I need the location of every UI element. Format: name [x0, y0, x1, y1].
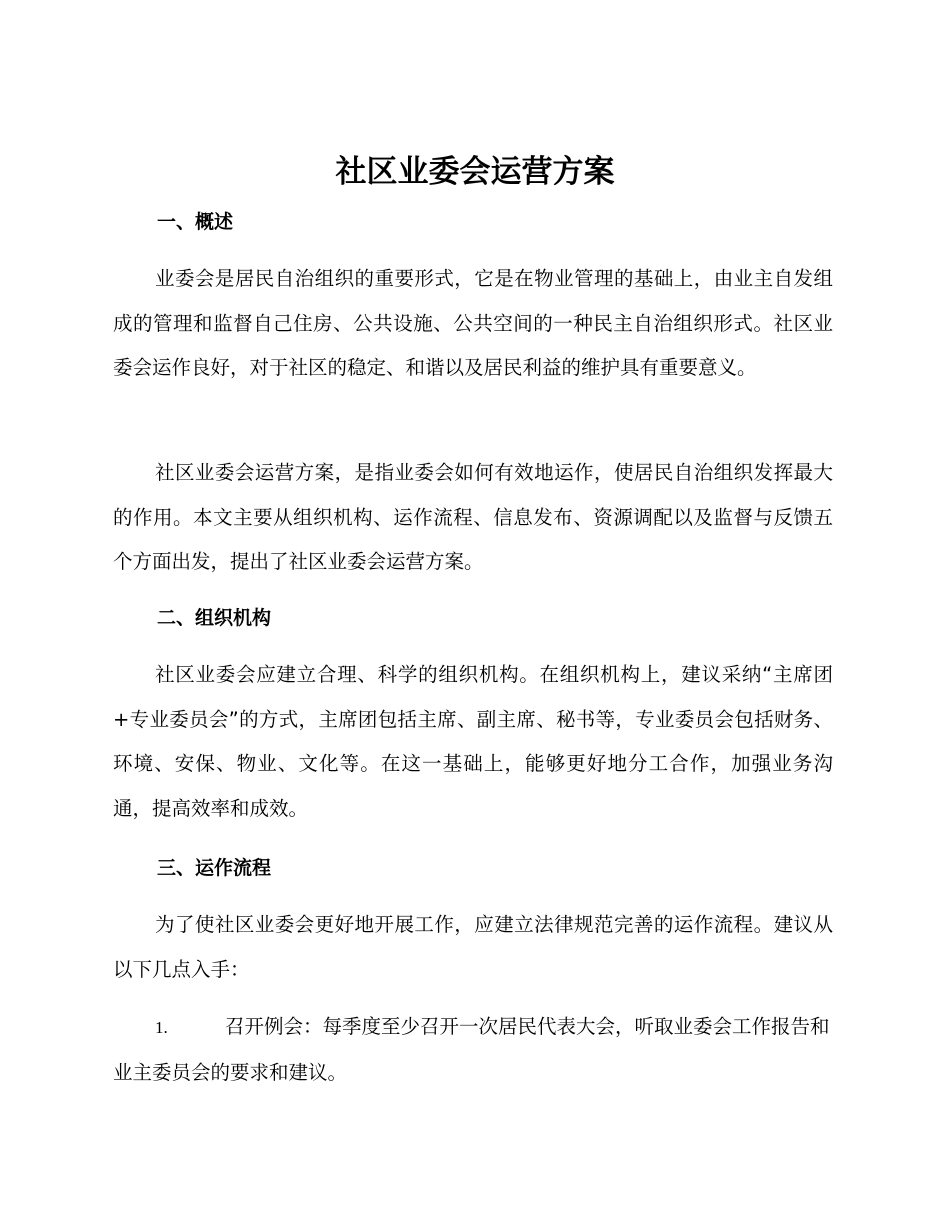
paragraph-overview-1: 业委会是居民自治组织的重要形式，它是在物业管理的基础上，由业主自发组成的管理和监督自己住房、公共设施、公共空间的一种民主自治组织形式。社区业委会运作良好，对于社区的稳定、和谐以及居民利益的维护具有重要意义。	[113, 267, 833, 379]
section-heading-organization: 二、组织机构	[157, 607, 272, 629]
list-item-number: 1.	[155, 1018, 168, 1037]
list-item	[113, 1005, 833, 1095]
list-item-text: 召开例会：每季度至少召开一次居民代表大会，听取业委会工作报告和业主委员会的要求和建议。	[113, 1015, 830, 1084]
paragraph-workflow-1: 为了使社区业委会更好地开展工作，应建立法律规范完善的运作流程。建议从以下几点入手：	[113, 913, 833, 981]
document-title: 社区业委会运营方案	[335, 154, 615, 190]
section-heading-overview: 一、概述	[157, 211, 234, 233]
paragraph-overview-2: 社区业委会运营方案，是指业委会如何有效地运作，使居民自治组织发挥最大的作用。本文主要从组织机构、运作流程、信息发布、资源调配以及监督与反馈五个方面出发，提出了社区业委会运营方案。	[113, 461, 833, 573]
paragraph-organization-1: 社区业委会应建立合理、科学的组织机构。在组织机构上，建议采纳“主席团+专业委员会”的方式，主席团包括主席、副主席、秘书等，专业委员会包括财务、环境、安保、物业、文化等。在这一基础上，能够更好地分工合作，加强业务沟通，提高效率和成效。	[113, 663, 833, 820]
section-heading-workflow: 三、运作流程	[157, 857, 272, 879]
